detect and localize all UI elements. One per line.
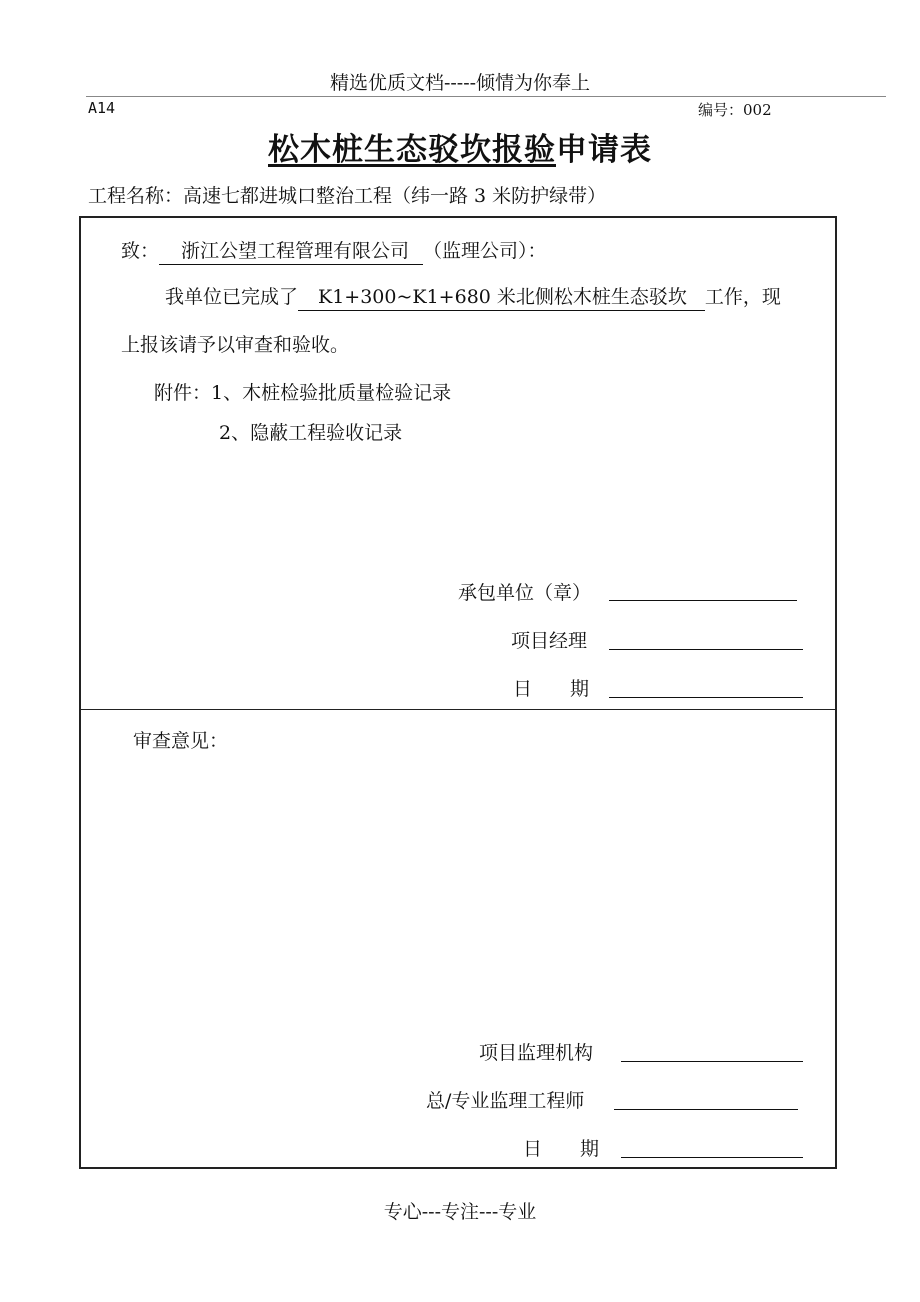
supervising-engineer-label: 总/专业监理工程师	[426, 1090, 585, 1112]
request-date-line[interactable]	[609, 697, 803, 698]
attachment-1: 附件：1、木桩检验批质量检验记录	[154, 382, 452, 404]
supervision-org-label: 项目监理机构	[479, 1042, 594, 1064]
request-date-label: 日 期	[513, 678, 590, 700]
application-form	[79, 216, 837, 1169]
title-rest: 申请表	[556, 132, 652, 168]
form-code: A14	[88, 99, 116, 117]
project-manager-line[interactable]	[609, 649, 803, 650]
supervision-org-line[interactable]	[621, 1061, 803, 1062]
request-body-line-2: 上报该请予以审查和验收。	[121, 334, 350, 356]
review-date-line[interactable]	[621, 1157, 803, 1158]
header-divider	[86, 96, 886, 97]
review-date-label: 日 期	[523, 1138, 600, 1160]
addressee-suffix: （监理公司）：	[423, 240, 547, 262]
attachment-2: 2、隐蔽工程验收记录	[219, 422, 403, 444]
addressee-prefix: 致：	[121, 240, 160, 262]
project-manager-label: 项目经理	[511, 630, 588, 652]
contractor-seal-label: 承包单位（章）	[458, 582, 592, 604]
page-footer: 专心---专注---专业	[383, 1201, 537, 1223]
request-body-suffix: 工作，现	[704, 286, 781, 308]
addressee-company[interactable]: 浙江公望工程管理有限公司	[159, 241, 423, 265]
request-body-line-1	[165, 282, 781, 311]
page-banner: 精选优质文档-----倾情为你奉上	[329, 72, 591, 94]
work-item-field[interactable]: K1+300~K1+680 米北侧松木桩生态驳坎	[298, 287, 705, 311]
project-name: 工程名称：高速七都进城口整治工程（纬一路 3 米防护绿带）	[88, 185, 607, 207]
document-title	[0, 124, 920, 169]
form-number: 编号：002	[698, 101, 772, 119]
addressee-line	[121, 236, 547, 265]
supervising-engineer-line[interactable]	[614, 1109, 798, 1110]
section-divider	[81, 709, 835, 710]
contractor-seal-line[interactable]	[609, 600, 797, 601]
request-body-prefix: 我单位已完成了	[165, 286, 299, 308]
review-heading: 审查意见：	[133, 730, 229, 752]
title-underlined: 松木桩生态驳坎报验	[268, 132, 556, 168]
